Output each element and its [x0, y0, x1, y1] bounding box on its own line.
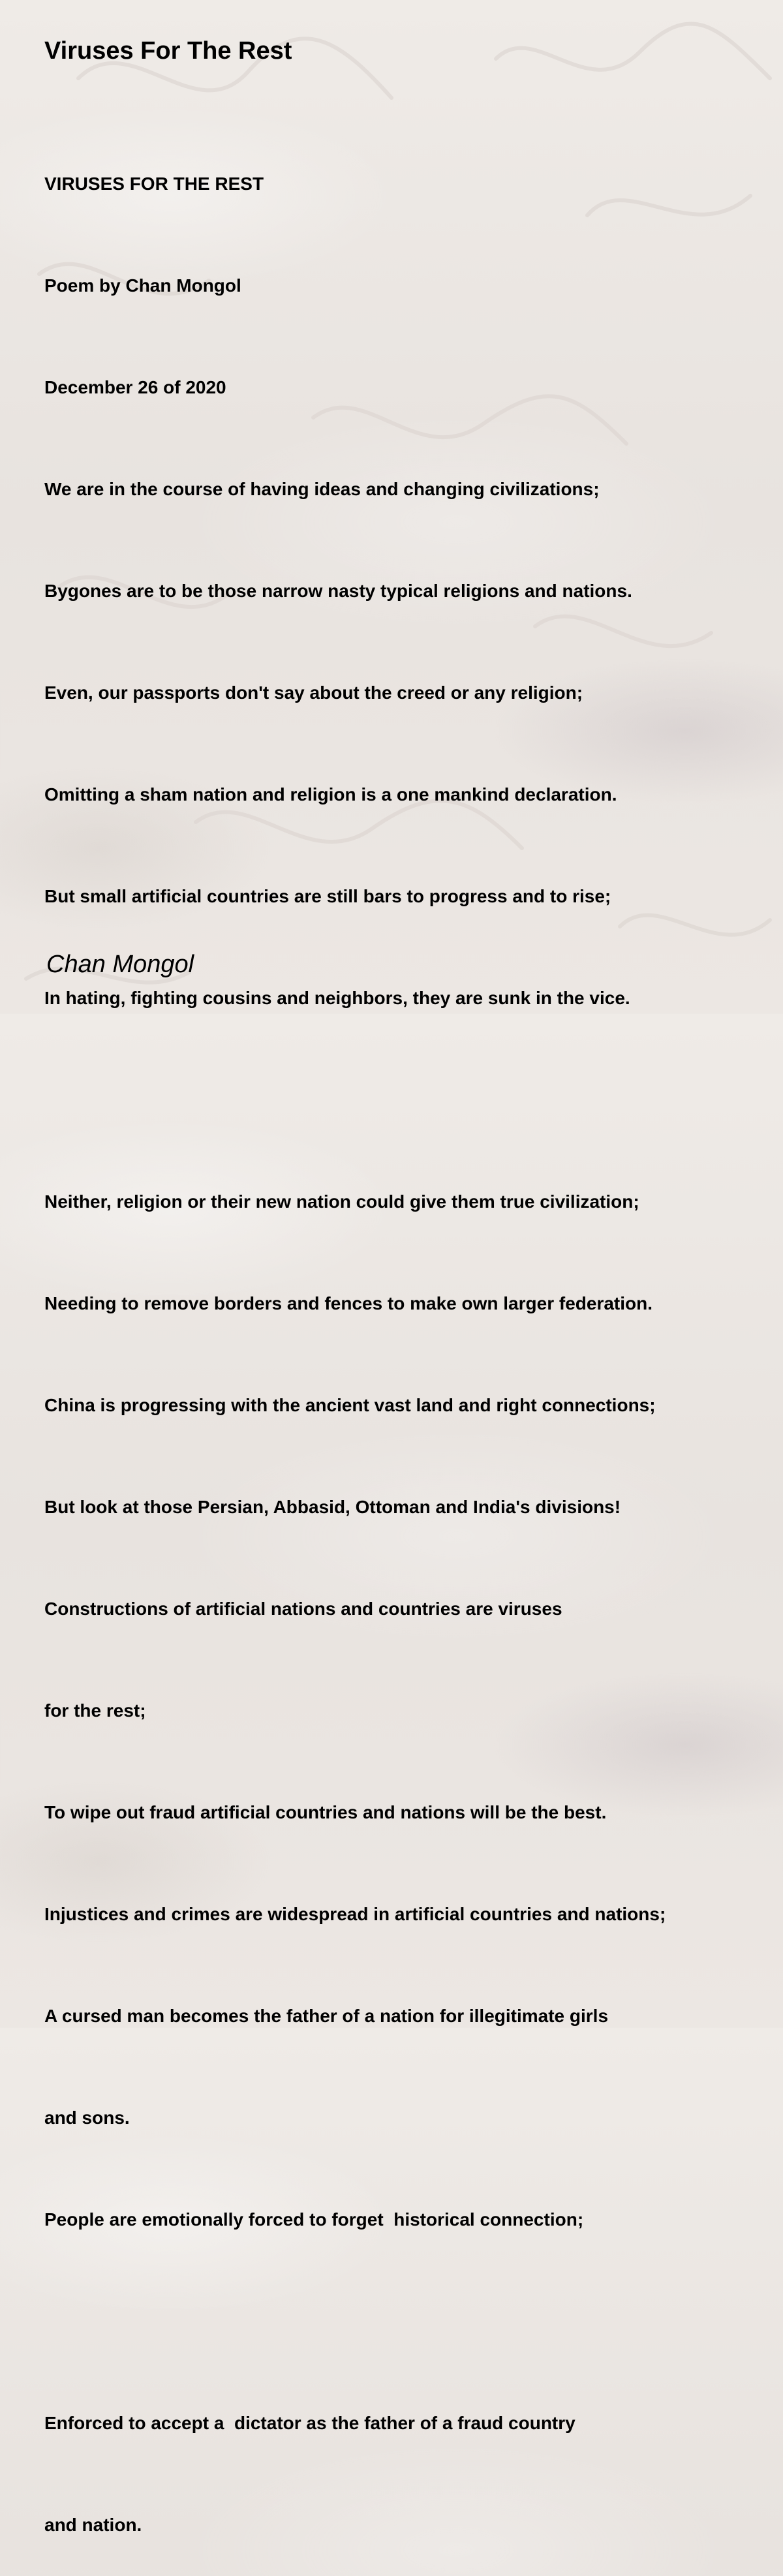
poem-line: We are in the course of having ideas and changing civilizations; [44, 479, 600, 499]
poem-body [44, 99, 666, 2576]
poem-line: VIRUSES FOR THE REST [44, 174, 264, 194]
poem-line: and sons. [44, 2108, 130, 2128]
poem-author: Chan Mongol [46, 951, 194, 978]
poem-line: Poem by Chan Mongol [44, 275, 241, 296]
poem-title: Viruses For The Rest [44, 37, 292, 65]
poem-line: Omitting a sham nation and religion is a one mankind declaration. [44, 784, 617, 805]
poem-line: To wipe out fraud artificial countries and nations will be the best. [44, 1802, 607, 1822]
poem-line: Enforced to accept a dictator as the father of a fraud country [44, 2413, 576, 2433]
poem-line: Neither, religion or their new nation could give them true civilization; [44, 1191, 639, 1212]
poem-line: But small artificial countries are still bars to progress and to rise; [44, 886, 611, 906]
poem-line: A cursed man becomes the father of a nation for illegitimate girls [44, 2006, 609, 2026]
poem-line: December 26 of 2020 [44, 377, 226, 397]
poem-line: China is progressing with the ancient vast land and right connections; [44, 1395, 656, 1415]
poem-line: Constructions of artificial nations and countries are viruses [44, 1599, 562, 1619]
poem-line: People are emotionally forced to forget historical connection; [44, 2209, 584, 2230]
poem-line: for the rest; [44, 1700, 146, 1721]
poem-line: In hating, fighting cousins and neighbors, they are sunk in the vice. [44, 988, 630, 1008]
poem-line: Bygones are to be those narrow nasty typical religions and nations. [44, 581, 632, 601]
poem-line: Even, our passports don't say about the creed or any religion; [44, 682, 583, 703]
poem-line: and nation. [44, 2515, 142, 2535]
poem-line: Injustices and crimes are widespread in artificial countries and nations; [44, 1904, 666, 1924]
poem-stanza-break [44, 1083, 666, 1117]
poem-line: But look at those Persian, Abbasid, Ottoman and India's divisions! [44, 1497, 621, 1517]
poem-line: Needing to remove borders and fences to make own larger federation. [44, 1293, 653, 1313]
poem-stanza-break [44, 2305, 666, 2338]
